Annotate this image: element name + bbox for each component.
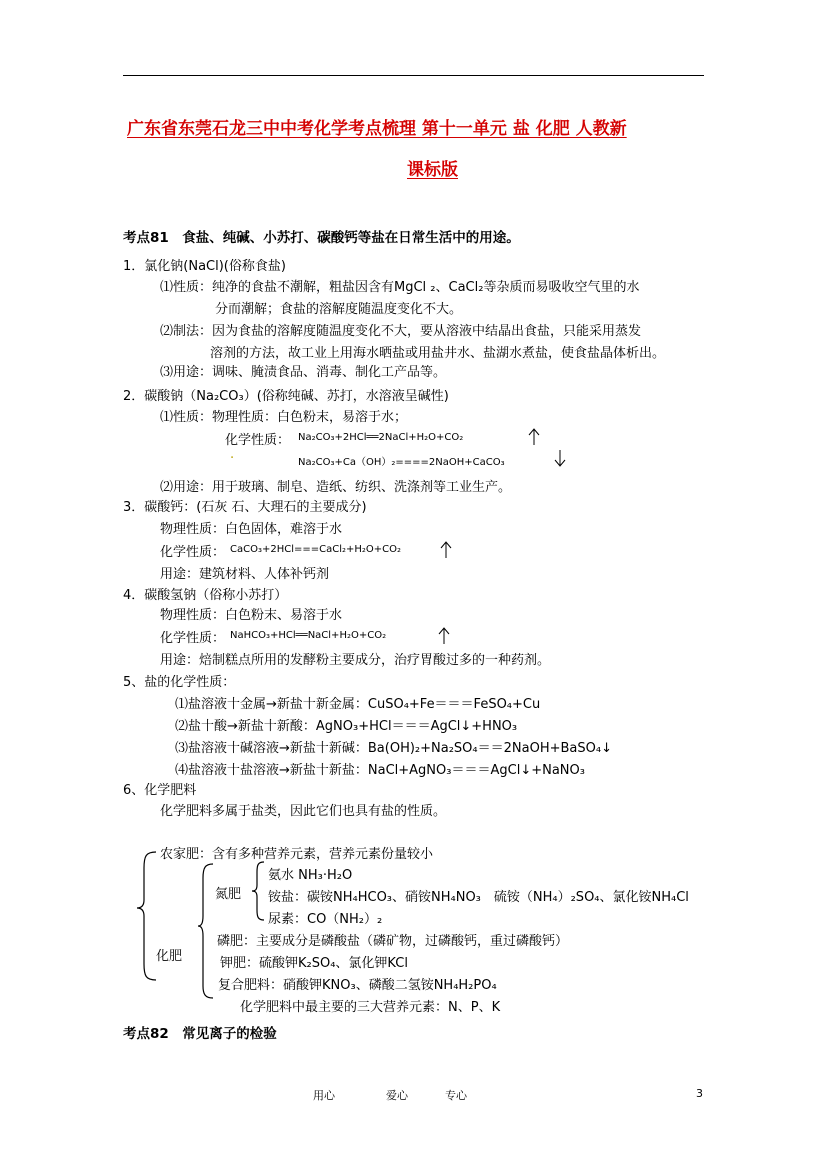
page-title-line2: 课标版 (407, 160, 458, 180)
s1-property-cont: 分而潮解；食盐的溶解度随温度变化不大。 (215, 302, 463, 317)
s6-intro: 化学肥料多属于盐类，因此它们也具有盐的性质。 (160, 804, 447, 819)
phosphate-fertilizer: 磷肥：主要成分是磷酸盐（磷矿物，过磷酸钙，重过磷酸钙） (217, 934, 569, 949)
s1-use: ⑶用途：调味、腌渍食品、消毒、制化工产品等。 (160, 365, 447, 380)
footer-motto-3: 专心 (445, 1089, 467, 1102)
arrow-up-icon (437, 627, 451, 645)
s5-reaction-3: ⑶盐溶液十碱溶液→新盐十新碱：Ba(OH)₂+Na₂SO₄＝＝2NaOH+BaSO₄↓ (175, 741, 612, 756)
s3-chem-label: 化学性质： (160, 545, 226, 560)
s3-physical: 物理性质：白色固体，难溶于水 (160, 522, 343, 537)
s4-use: 用途：焙制糕点所用的发酵粉主要成分，治疗胃酸过多的一种药剂。 (160, 653, 551, 668)
s2-stray-dot: . (230, 447, 235, 462)
s2-use: ⑵用途：用于玻璃、制皂、造纸、纺织、洗涤剂等工业生产。 (160, 480, 512, 495)
s5-reaction-2: ⑵盐十酸→新盐十新酸：AgNO₃+HCl＝＝＝AgCl↓+HNO₃ (175, 719, 518, 734)
page-number: 3 (696, 1087, 703, 1100)
s4-title: 4．碳酸氢钠（俗称小苏打） (123, 588, 288, 603)
arrow-up-icon (527, 428, 541, 446)
nitrogen-urea: 尿素：CO（NH₂）₂ (268, 912, 383, 927)
s4-chem-label: 化学性质： (160, 631, 226, 646)
three-main-nutrients: 化学肥料中最主要的三大营养元素：N、P、K (240, 1000, 501, 1015)
footer-motto-2: 爱心 (386, 1089, 408, 1102)
s1-preparation-cont: 溶剂的方法，故工业上用海水晒盐或用盐井水、盐湖水煮盐，使食盐晶体析出。 (210, 346, 666, 361)
s2-physical: ⑴性质：物理性质：白色粉末，易溶于水； (160, 410, 408, 425)
s3-equation: CaCO₃+2HCl===CaCl₂+H₂O+CO₂ (230, 544, 402, 555)
arrow-up-icon (439, 541, 453, 559)
curly-brace-icon (250, 860, 270, 922)
s4-physical: 物理性质：白色粉末、易溶于水 (160, 608, 343, 623)
farmyard-manure: 农家肥：含有多种营养元素，营养元素份量较小 (160, 847, 434, 862)
s5-reaction-4: ⑷盐溶液十盐溶液→新盐十新盐：NaCl+AgNO₃＝＝＝AgCl↓+NaNO₃ (175, 763, 585, 778)
footer-motto-1: 用心 (313, 1089, 335, 1102)
s3-title: 3．碳酸钙：(石灰 石、大理石的主要成分) (123, 500, 367, 515)
kp81-heading: 考点81 食盐、纯碱、小苏打、碳酸钙等盐在日常生活中的用途。 (123, 230, 520, 246)
s2-equation-2: Na₂CO₃+Ca（OH）₂====2NaOH+CaCO₃ (298, 457, 505, 468)
s3-use: 用途：建筑材料、人体补钙剂 (160, 567, 330, 582)
s2-equation-1: Na₂CO₃+2HCl══2NaCl+H₂O+CO₂ (298, 432, 464, 443)
kp82-heading: 考点82 常见离子的检验 (123, 1026, 277, 1042)
s1-title: 1．氯化钠(NaCl)(俗称食盐) (123, 259, 286, 274)
s1-property: ⑴性质：纯净的食盐不潮解，粗盐因含有MgCl ₂、CaCl₂等杂质而易吸收空气里的水 (160, 280, 640, 295)
compound-fertilizer: 复合肥料：硝酸钾KNO₃、磷酸二氢铵NH₄H₂PO₄ (218, 978, 497, 993)
potash-fertilizer: 钾肥：硫酸钾K₂SO₄、氯化钾KCl (220, 956, 408, 971)
header-rule (123, 75, 704, 76)
nitrogen-fertilizer-label: 氮肥 (215, 887, 242, 902)
chemical-fertilizer-label: 化肥 (156, 949, 183, 964)
arrow-down-icon (553, 449, 567, 467)
nitrogen-ammonia-water: 氨水 NH₃·H₂O (268, 868, 353, 883)
curly-brace-icon (134, 846, 164, 986)
s5-reaction-1: ⑴盐溶液十金属→新盐十新金属：CuSO₄+Fe＝＝＝FeSO₄+Cu (175, 697, 541, 712)
s6-title: 6、化学肥料 (123, 783, 197, 798)
nitrogen-ammonium-salts: 铵盐：碳铵NH₄HCO₃、硝铵NH₄NO₃ 硫铵（NH₄）₂SO₄、氯化铵NH₄Cl (268, 890, 689, 905)
s2-title: 2．碳酸钠（Na₂CO₃）(俗称纯碱、苏打，水溶液呈碱性) (123, 389, 449, 404)
s1-preparation: ⑵制法：因为食盐的溶解度随温度变化不大，要从溶液中结晶出食盐，只能采用蒸发 (160, 324, 642, 339)
page-title-line1: 广东省东莞石龙三中中考化学考点梳理 第十一单元 盐 化肥 人教新 (127, 119, 627, 139)
s5-title: 5、盐的化学性质： (123, 675, 236, 690)
s2-chem-label: 化学性质： (225, 433, 291, 448)
s4-equation: NaHCO₃+HCl══NaCl+H₂O+CO₂ (230, 630, 387, 641)
